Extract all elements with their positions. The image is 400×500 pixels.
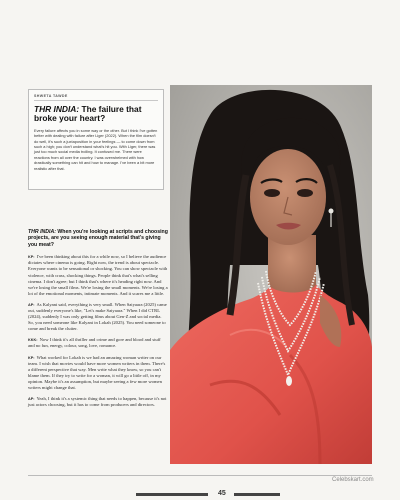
necklace-pendant xyxy=(286,376,292,386)
right-eye xyxy=(297,189,313,197)
speaker-label: AP: xyxy=(28,397,35,402)
answer-paragraph xyxy=(28,254,168,297)
speaker-label: KP: xyxy=(28,355,35,360)
answer-paragraph xyxy=(28,396,168,408)
question-text: When you're looking at scripts and choosing projects, are you seeing enough material that's giving you meat? xyxy=(28,229,168,248)
earring xyxy=(329,209,334,214)
sidebar-heading-rest: The failure that broke your heart? xyxy=(34,104,142,124)
answer-text: Now I think it's all thriller and crime and gore and blood and stuff and no fun, energy, colour, song, love, romance. xyxy=(28,337,161,349)
answer-paragraph xyxy=(28,337,168,349)
speaker-label: KP: xyxy=(28,255,35,260)
footer-bar-right xyxy=(234,493,280,496)
answer-text: What worked for Lokah is we had an amazing woman writer on our team. I wish that movies would have more women writers in them. There's a different perspective that way. Men write what they know, so you can't blame them. If they try to write for a woman, it will go a little off, in my opinion. Maybe it's an assumption, but maybe seeing a few more women writers might change that. xyxy=(28,354,166,390)
answer-paragraph xyxy=(28,355,168,392)
sidebar-body: Every failure affects you in some way or the other. But I think I've gotten better with dealing with failure after Liger (2022). When the film doesn't do well, it's such a juxtaposition in your feelings — to come down from such a high; you don't understand what's hit you. With Liger, there was just too much social media trolling. It confused me. There were reactions from all over the country. I was overwhelmed with how drastically something can hit and how to manage. I've been a bit more realistic after that. xyxy=(34,127,158,171)
article-column xyxy=(28,229,168,413)
answer-text: I've been thinking about this for a while now, so I believe the audience dictates where cinema is going. Right now, the trend is about spectacle. Everyone wants to be sensational or shocking. You can show spectacle with violence, with crass, shocking things. People think that's what's selling cinema. I don't agree; but I think that's where it's heading right now. And we're losing the small films. We're losing the small moments. We're losing a lot of the emotional moments, intimate moments. And it scares me a little. xyxy=(28,254,168,296)
sidebar-heading-prefix: THR INDIA: xyxy=(34,104,80,114)
byline: SHWETA TAWDE xyxy=(34,94,158,101)
speaker-label: AP: xyxy=(28,302,35,307)
portrait-photo xyxy=(170,85,372,464)
question-prefix: THR INDIA: xyxy=(28,229,56,235)
watermark: Celebskart.com xyxy=(332,477,374,483)
left-eye xyxy=(264,189,280,197)
sidebar-box xyxy=(28,89,164,190)
answer-text: Yeah, I think it's a systemic thing that needs to happen, because it's not just actors choosing, but it has to come from producers and directors. xyxy=(28,396,167,408)
footer-bar-left xyxy=(136,493,208,496)
page-number: 45 xyxy=(218,490,226,497)
speaker-label: KKK: xyxy=(28,338,38,343)
answer-paragraph xyxy=(28,302,168,332)
question xyxy=(28,229,168,248)
sidebar-heading xyxy=(34,105,158,124)
footer-rule xyxy=(28,475,372,476)
answer-text: As Kalyani said, everything is very small. When Saiyaara (2025) came out, suddenly everyone's like, "Let's make Saiyaara." When I did CTRL (2024), suddenly I was only getting films about Gen-Z and social media. So, you need someone like Kalyani in Lokah (2025). You need someone to come and break the clutter. xyxy=(28,301,167,332)
